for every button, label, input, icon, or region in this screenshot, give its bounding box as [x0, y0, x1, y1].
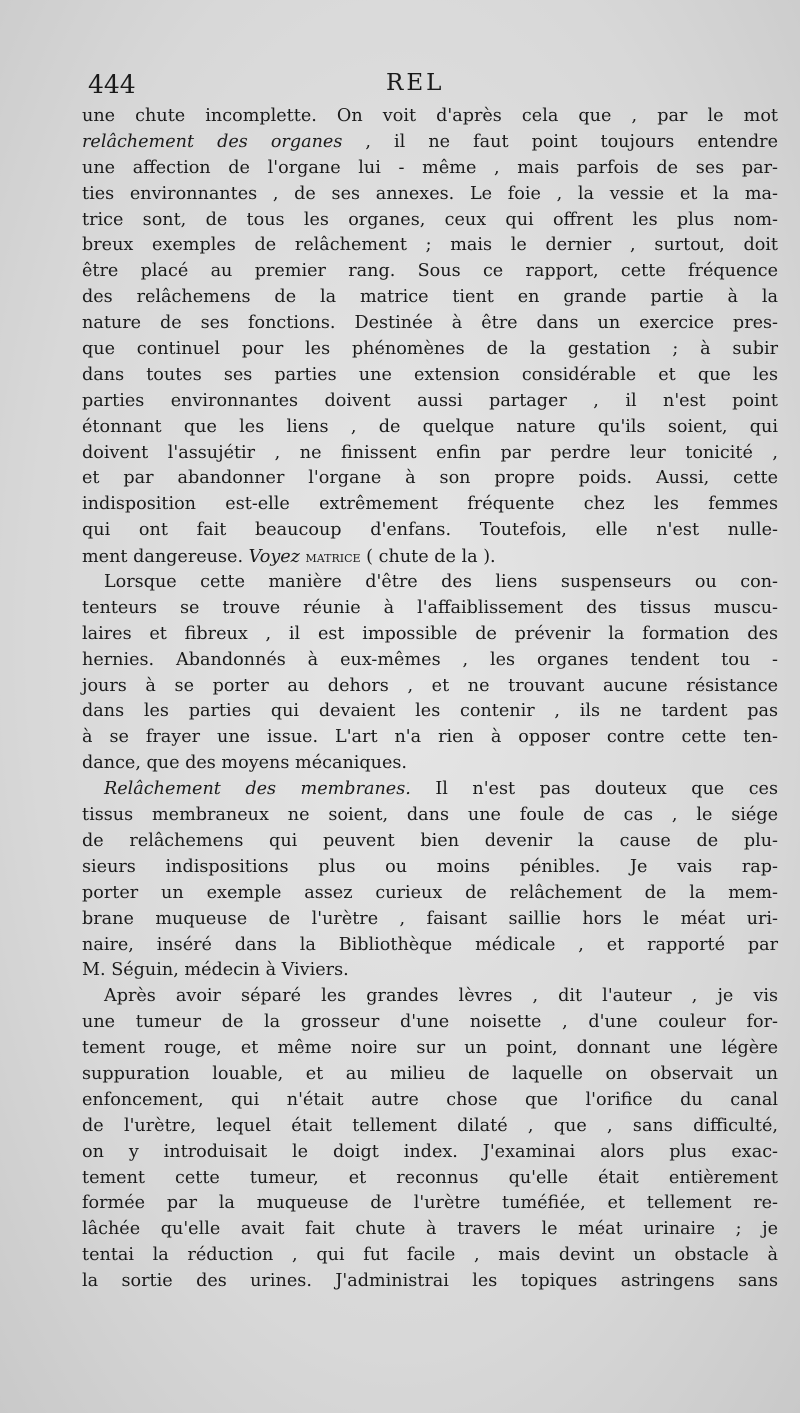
text-line: laires et fibreux , il est impossible de prévenir la formation des	[82, 623, 778, 644]
text-line: parties environnantes doivent aussi partager , il n'est point	[82, 390, 778, 411]
text-fragment: n'est pas douteux que ces	[472, 779, 778, 800]
text-line: trice sont, de tous les organes, ceux qui offrent les plus nom-	[82, 209, 778, 230]
text-line: M. Séguin, médecin à Viviers.	[82, 960, 349, 981]
text-line: tement cette tumeur, et reconnus qu'elle était entièrement	[82, 1167, 778, 1188]
text-line: dans les parties qui devaient les contenir , ils ne tardent pas	[82, 701, 778, 722]
text-line: formée par la muqueuse de l'urètre tuméfiée, et tellement re-	[82, 1193, 778, 1214]
text-line: qui ont fait beaucoup d'enfans. Toutefois, elle n'est nulle-	[82, 520, 778, 541]
text-line: la sortie des urines. J'administrai les topiques astringens sans	[82, 1271, 778, 1292]
text-line: Lorsque cette manière d'être des liens suspenseurs ou con-	[104, 572, 778, 593]
italic-term: relâchement des organes	[82, 131, 343, 152]
text-line: dance, que des moyens mécaniques.	[82, 753, 408, 774]
text-line: hernies. Abandonnés à eux-mêmes , les organes tendent tou -	[82, 649, 778, 670]
text-line: doivent l'assujétir , ne finissent enfin par perdre leur tonicité ,	[82, 442, 778, 463]
text-line: une affection de l'organe lui - même , mais parfois de ses par-	[82, 157, 778, 178]
text-line: dans toutes ses parties une extension considérable et que les	[82, 364, 778, 385]
text-line: étonnant que les liens , de quelque nature qu'ils soient, qui	[82, 416, 778, 437]
text-line: breux exemples de relâchement ; mais le dernier , surtout, doit	[82, 235, 778, 256]
text-line: porter un exemple assez curieux de relâchement de la mem-	[82, 882, 778, 903]
text-fragment: ( chute de la ).	[366, 547, 496, 568]
text-line: des relâchemens de la matrice tient en grande partie à la	[82, 287, 778, 308]
cross-reference: matrice	[305, 547, 361, 567]
text-line: à se frayer une issue. L'art n'a rien à opposer contre cette ten-	[82, 727, 778, 748]
text-line: suppuration louable, et au milieu de laquelle on observait un	[82, 1063, 778, 1084]
text-line: tement rouge, et même noire sur un point, donnant une légère	[82, 1038, 778, 1059]
text-line: jours à se porter au dehors , et ne trouvant aucune résistance	[82, 675, 778, 696]
text-line: nature de ses fonctions. Destinée à être dans un exercice pres-	[82, 313, 778, 334]
text-fragment: , il ne faut point toujours entendre	[342, 131, 778, 152]
body-text	[82, 104, 778, 1295]
text-line: de l'urètre, lequel était tellement dilaté , que , sans difficulté,	[82, 1115, 778, 1136]
text-line: tenteurs se trouve réunie à l'affaiblissement des tissus muscu-	[82, 597, 778, 618]
text-line: ties environnantes , de ses annexes. Le foie , la vessie et la ma-	[82, 183, 778, 204]
text-line: sieurs indispositions plus ou moins pénibles. Je vais rap-	[82, 856, 778, 877]
text-line: tentai la réduction , qui fut facile , mais devint un obstacle à	[82, 1245, 778, 1266]
text-line: être placé au premier rang. Sous ce rapport, cette fréquence	[82, 261, 778, 282]
text-line: indisposition est-elle extrêmement fréquente chez les femmes	[82, 494, 778, 515]
text-line: brane muqueuse de l'urètre , faisant saillie hors le méat uri-	[82, 908, 778, 929]
text-line: Après avoir séparé les grandes lèvres , dit l'auteur , je vis	[104, 986, 778, 1007]
text-line	[82, 130, 778, 156]
text-line: lâchée qu'elle avait fait chute à travers le méat urinaire ; je	[82, 1219, 778, 1240]
text-line: une tumeur de la grosseur d'une noisette , d'une couleur for-	[82, 1012, 778, 1033]
italic-term: Relâchement des membranes.	[104, 779, 411, 800]
text-line: naire, inséré dans la Bibliothèque médicale , et rapporté par	[82, 934, 778, 955]
text-line: tissus membraneux ne soient, dans une foule de cas , le siége	[82, 805, 778, 826]
text-line: de relâchemens qui peuvent bien devenir la cause de plu-	[82, 830, 778, 851]
text-line: que continuel pour les phénomènes de la gestation ; à subir	[82, 339, 778, 360]
text-fragment: ment dangereuse.	[82, 547, 244, 568]
running-head: REL	[386, 70, 445, 96]
text-line: et par abandonner l'organe à son propre poids. Aussi, cette	[82, 468, 778, 489]
text-line: on y introduisait le doigt index. J'examinai alors plus exac-	[82, 1141, 778, 1162]
text-fragment: Il	[435, 779, 448, 800]
text-line: enfoncement, qui n'était autre chose que l'orifice du canal	[82, 1089, 778, 1110]
text-line: une chute incomplette. On voit d'après cela que , par le mot	[82, 106, 778, 126]
page-number: 444	[88, 70, 136, 99]
italic-voyez: Voyez	[248, 547, 300, 568]
text-line	[82, 544, 778, 570]
page-header	[88, 70, 770, 104]
text-line	[82, 777, 778, 803]
